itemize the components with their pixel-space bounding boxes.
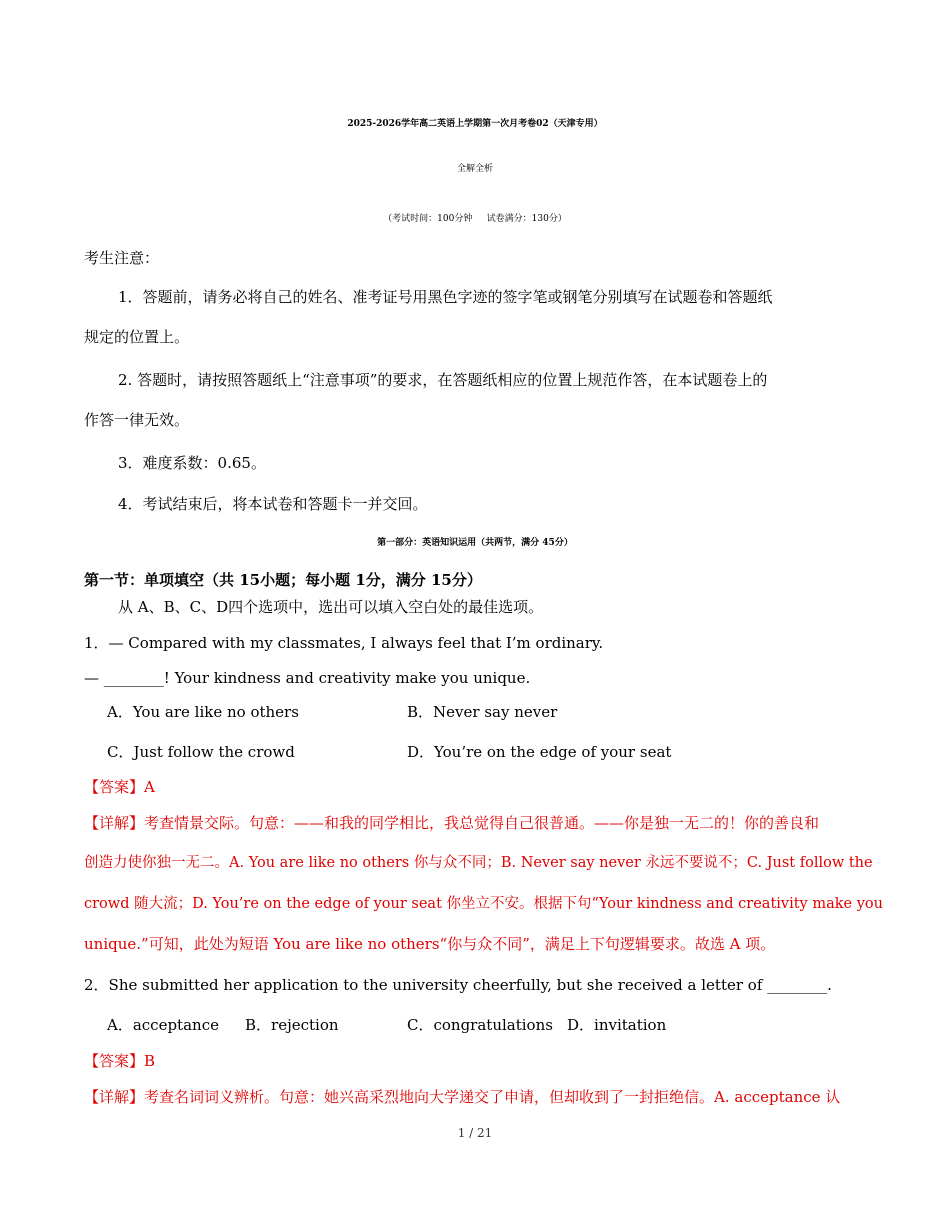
question-1-detail: 【详解】考查情景交际。句意：——和我的同学相比，我总觉得自己很普通。——你是独一无二的！你的善良和 (84, 814, 820, 832)
question-1-answer: 【答案】A (84, 778, 155, 796)
document-title: 2025-2026学年高二英语上学期第一次月考卷02（天津专用） (347, 119, 603, 129)
question-1-option-a: A．You are like no others (107, 703, 299, 721)
question-1-option-d: D．You’re on the edge of your seat (407, 743, 672, 761)
question-2-option-d: D．invitation (567, 1016, 667, 1034)
question-1-option-c: C．Just follow the crowd (107, 743, 295, 761)
document-subtitle: 全解全析 (456, 164, 493, 174)
notice-item: 3．难度系数：0.65。 (118, 454, 266, 472)
question-1-detail: unique.”可知，此处为短语 You are like no others“你与众不同”，满足上下句逻辑要求。故选 A 项。 (84, 935, 776, 953)
notice-item: 2. 答题时，请按照答题纸上“注意事项”的要求，在答题纸相应的位置上规范作答，在本试题卷上的 (118, 371, 768, 389)
question-1-detail: crowd 随大流；D. You’re on the edge of your seat 你坐立不安。根据下句“Your kindness and creativity make you (84, 896, 883, 912)
page-number: 1 / 21 (457, 1126, 493, 1140)
notice-heading: 考生注意： (84, 249, 160, 267)
question-2-option-b: B．rejection (245, 1016, 339, 1034)
part1-heading: 第一部分：英语知识运用（共两节，满分 45分） (377, 538, 573, 548)
notice-item: 1．答题前，请务必将自己的姓名、准考证号用黑色字迹的签字笔或钢笔分别填写在试题卷和答题纸 (118, 288, 773, 306)
question-2-detail: 【详解】考查名词词义辨析。句意：她兴高采烈地向大学递交了申请，但却收到了一封拒绝信。A. acceptance 认 (84, 1088, 841, 1106)
question-1-option-b: B．Never say never (407, 703, 558, 721)
section1-instruction: 从 A、B、C、D四个选项中，选出可以填入空白处的最佳选项。 (118, 598, 544, 616)
question-1-line2: — ________! Your kindness and creativity make you unique. (84, 669, 531, 687)
question-1-line1: 1．— Compared with my classmates, I always feel that I’m ordinary. (84, 634, 604, 652)
question-2-answer: 【答案】B (84, 1052, 156, 1070)
section1-heading: 第一节：单项填空（共 15小题；每小题 1分，满分 15分） (84, 571, 482, 589)
question-1-detail: 创造力使你独一无二。A. You are like no others 你与众不同；B. Never say never 永远不要说不；C. Just follow the (84, 855, 873, 871)
notice-item: 4．考试结束后，将本试卷和答题卡一并交回。 (118, 495, 428, 513)
exam-info: （考试时间：100分钟 试卷满分：130分） (383, 214, 567, 224)
question-2-option-c: C．congratulations (407, 1016, 553, 1034)
question-2-line1: 2．She submitted her application to the university cheerfully, but she received a letter of ________. (84, 976, 832, 994)
notice-item: 规定的位置上。 (84, 328, 190, 346)
notice-item: 作答一律无效。 (84, 411, 190, 429)
question-2-option-a: A．acceptance (107, 1016, 219, 1034)
